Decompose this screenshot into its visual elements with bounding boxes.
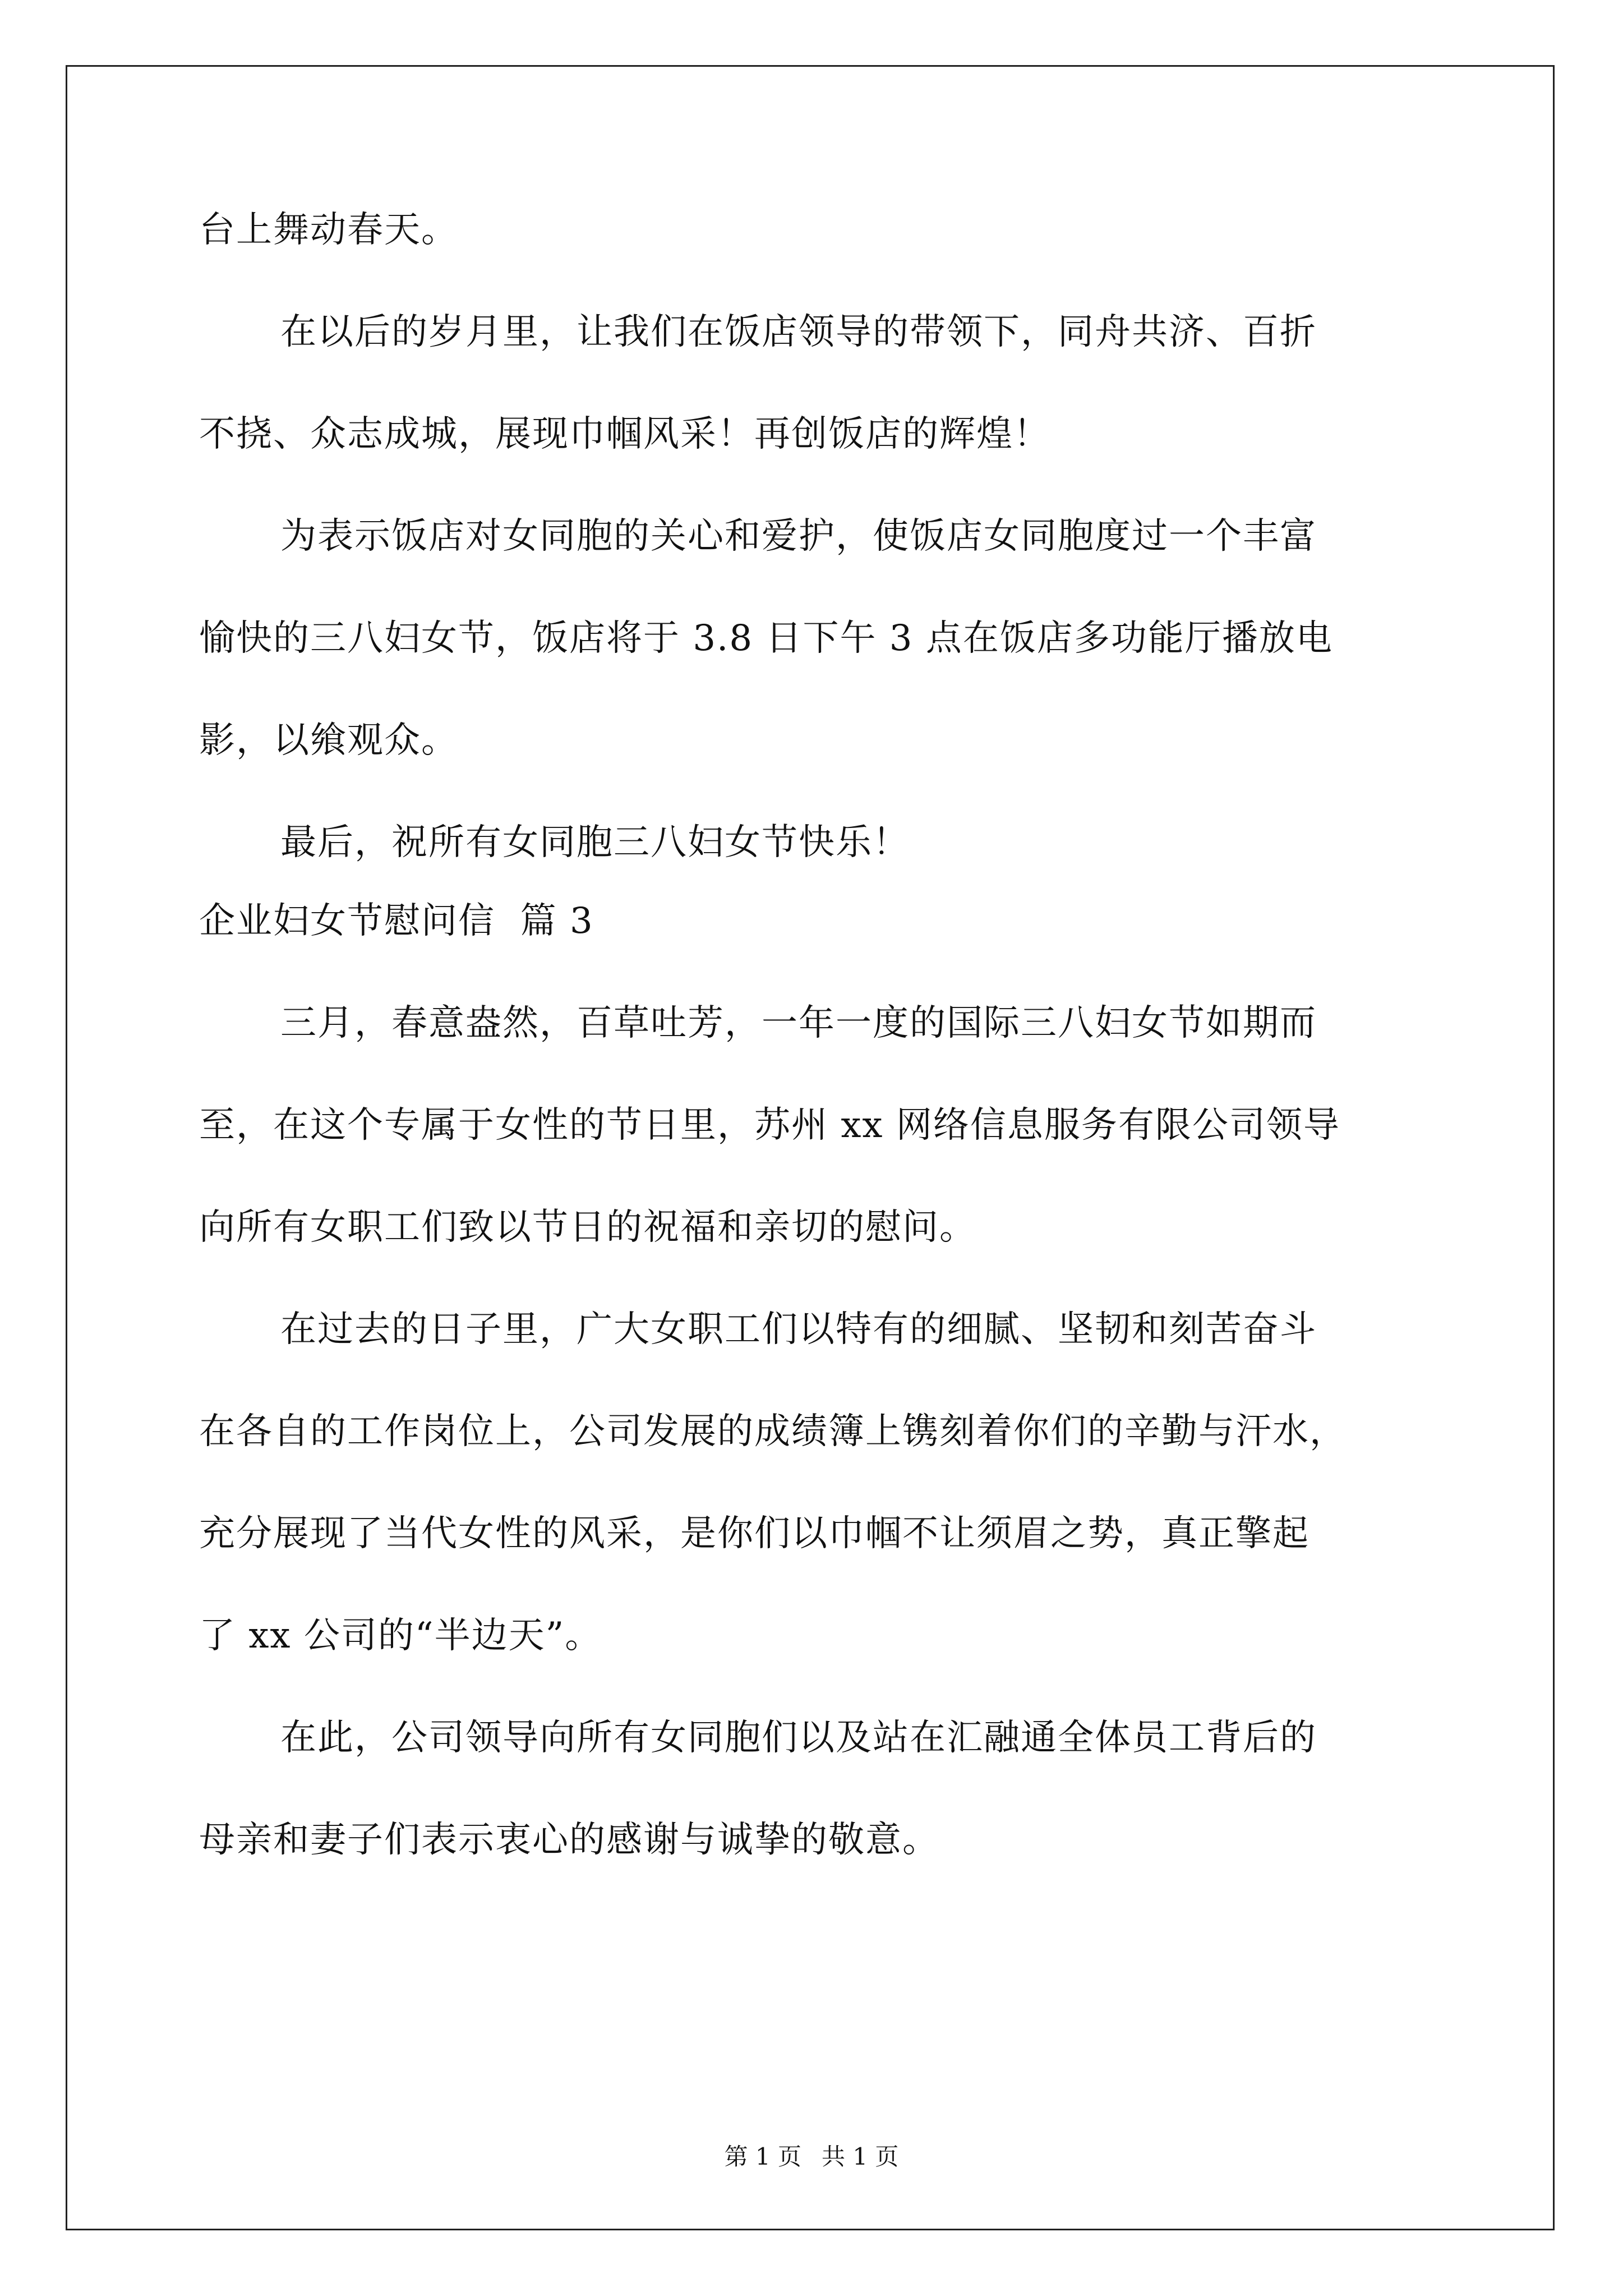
text-line: 不挠、众志成城，展现巾帼风采！再创饭店的辉煌！ (199, 413, 1050, 455)
text-line: 向所有女职工们致以节日的祝福和亲切的慰问。 (199, 1207, 976, 1248)
text-line: 母亲和妻子们表示衷心的感谢与诚挚的敬意。 (199, 1819, 939, 1861)
paragraph (199, 995, 1427, 1255)
text-line: 至，在这个专属于女性的节日里，苏州 xx 网络信息服务有限公司领导 (199, 1105, 1340, 1146)
text-line: 了 xx 公司的“半边天”。 (199, 1615, 602, 1657)
text-line: 影，以飨观众。 (199, 720, 458, 761)
paragraph (199, 1710, 1427, 1868)
text-line: 在各自的工作岗位上，公司发展的成绩簿上镌刻着你们的辛勤与汗水， (199, 1411, 1347, 1452)
document-body (199, 202, 1427, 1868)
text-line: 愉快的三八妇女节，饭店将于 3.8 日下午 3 点在饭店多功能厅播放电 (199, 618, 1333, 659)
text-line: 在以后的岁月里，让我们在饭店领导的带领下，同舟共济、百折 (280, 311, 1317, 353)
page-total: 共 1 页 (822, 2143, 899, 2170)
paragraph (199, 508, 1427, 769)
section-heading: 企业妇女节慰问信 篇 3 (199, 900, 594, 942)
paragraph (199, 202, 1427, 258)
text-line: 三月，春意盎然，百草吐芳，一年一度的国际三八妇女节如期而 (280, 1002, 1317, 1044)
paragraph (199, 304, 1427, 462)
page-footer (0, 2143, 1623, 2171)
text-line: 在过去的日子里，广大女职工们以特有的细腻、坚韧和刻苦奋斗 (280, 1309, 1317, 1350)
text-line: 在此，公司领导向所有女同胞们以及站在汇融通全体员工背后的 (280, 1717, 1317, 1759)
text-line: 为表示饭店对女同胞的关心和爱护，使饭店女同胞度过一个丰富 (280, 516, 1317, 557)
text-line: 充分展现了当代女性的风采，是你们以巾帼不让须眉之势，真正擎起 (199, 1513, 1310, 1554)
paragraph (199, 815, 1427, 871)
paragraph (199, 1301, 1427, 1664)
page-number: 第 1 页 (724, 2143, 801, 2170)
text-line: 最后，祝所有女同胞三八妇女节快乐！ (280, 822, 910, 863)
text-line: 台上舞动春天。 (199, 209, 458, 251)
